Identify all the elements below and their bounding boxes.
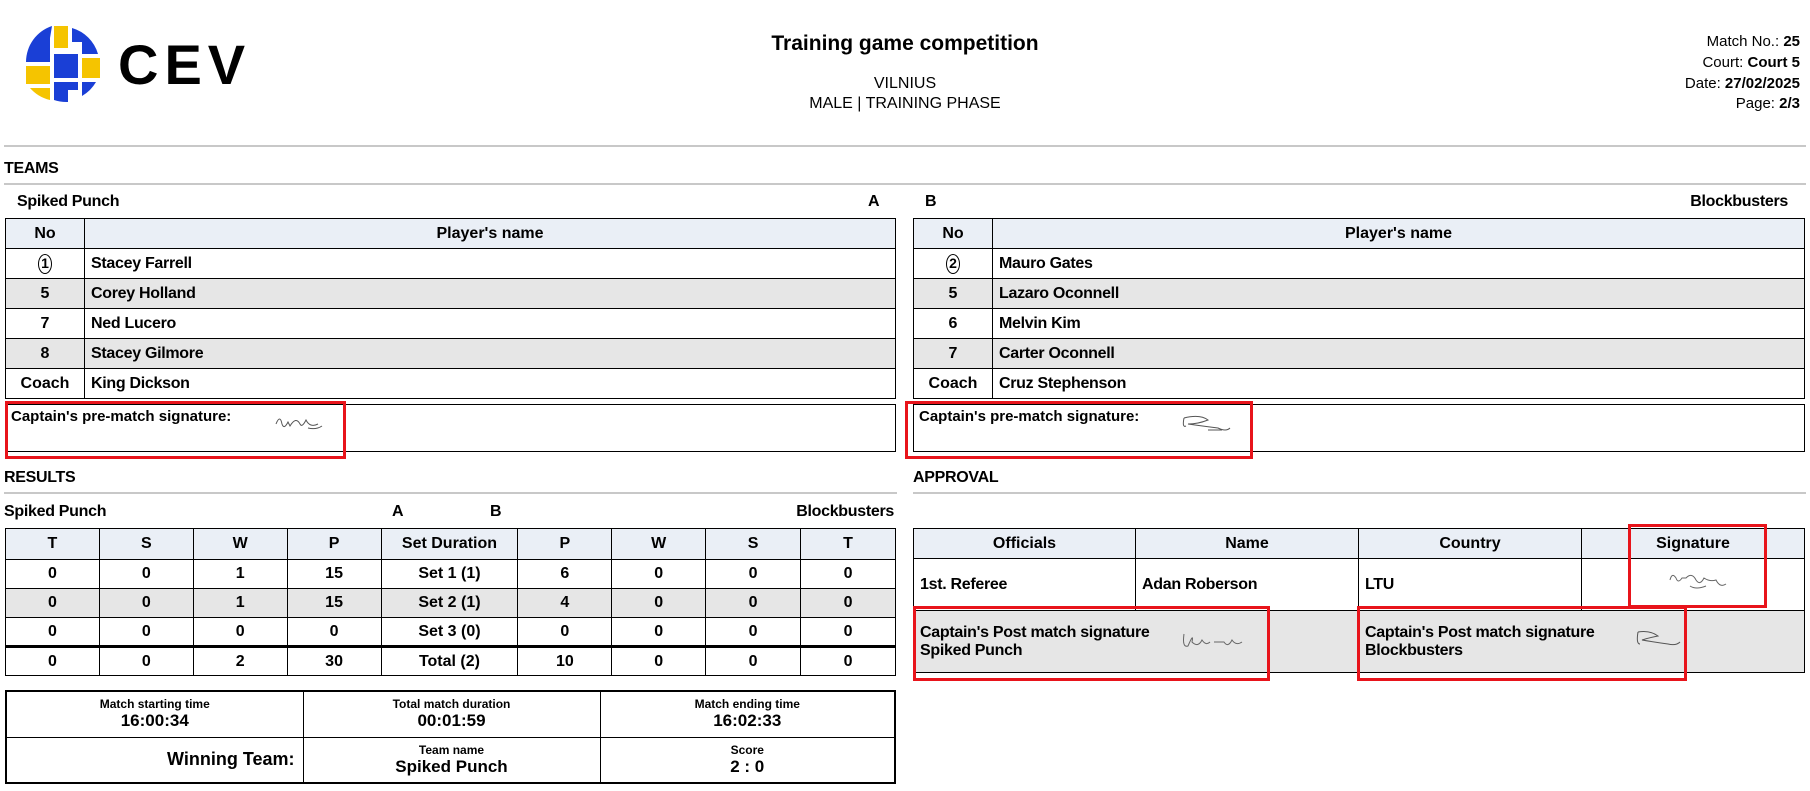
col-country: Country (1359, 529, 1582, 559)
end-value: 16:02:33 (713, 711, 782, 731)
player-number (914, 249, 993, 279)
teams-section-title: TEAMS (4, 160, 59, 177)
cell: 1 (193, 589, 287, 618)
city: VILNIUS (873, 75, 937, 92)
team-b-name: Blockbusters (1690, 193, 1788, 210)
captain-marker: 1 (38, 254, 52, 274)
final-score (600, 737, 895, 783)
divider (4, 183, 1806, 185)
cell: 4 (518, 589, 612, 618)
coach-row (914, 369, 1805, 399)
document-title: Training game competition (771, 32, 1039, 55)
table-row (914, 249, 1805, 279)
player-name: Stacey Farrell (85, 249, 896, 279)
phase: MALE | TRAINING PHASE (809, 95, 1001, 112)
cell: 0 (612, 618, 706, 647)
col-no: No (6, 219, 85, 249)
coach-row (6, 369, 896, 399)
highlight-box (913, 606, 1270, 681)
divider (4, 492, 897, 494)
player-name: Stacey Gilmore (85, 339, 896, 369)
player-number: 5 (914, 279, 993, 309)
col-officials: Officials (914, 529, 1136, 559)
cell: 0 (287, 618, 381, 647)
team-a-roster (5, 218, 896, 399)
player-name: Ned Lucero (85, 309, 896, 339)
results-side-a: A (392, 503, 404, 520)
cell: 0 (706, 647, 801, 676)
total-row (6, 647, 896, 676)
post-signature-team: Blockbusters (1365, 641, 1463, 659)
captain-marker: 2 (946, 254, 960, 274)
results-team-b: Blockbusters (796, 503, 894, 520)
table-row (914, 279, 1805, 309)
highlight-box (905, 401, 1253, 459)
table-row (6, 618, 896, 647)
cell: 0 (801, 618, 896, 647)
page-number: Page: 2/3 (1735, 95, 1800, 112)
results-section-title: RESULTS (4, 469, 76, 486)
cell: 0 (6, 560, 100, 589)
table-row (6, 560, 896, 589)
table-row (6, 249, 896, 279)
col-no: No (914, 219, 993, 249)
start-value: 16:00:34 (120, 711, 189, 731)
match-summary (5, 690, 896, 784)
cell: 0 (612, 647, 706, 676)
col-p: P (518, 529, 612, 560)
official-country: LTU (1359, 559, 1582, 611)
player-number: 8 (6, 339, 85, 369)
cell: 6 (518, 560, 612, 589)
approval-section-title: APPROVAL (913, 469, 999, 486)
score-value: 2 : 0 (730, 756, 765, 776)
winning-team (303, 737, 600, 783)
divider (4, 145, 1806, 147)
col-name: Name (1136, 529, 1359, 559)
post-signature-label: Captain's Post match signature (920, 623, 1150, 641)
cell: Set 1 (1) (381, 560, 518, 589)
cell: 0 (612, 560, 706, 589)
match-end (600, 691, 895, 737)
results-team-a: Spiked Punch (4, 503, 107, 520)
team-b-side: B (925, 193, 937, 210)
cell: 0 (6, 589, 100, 618)
signature-label: Captain's pre-match signature: (11, 408, 232, 425)
cell: 0 (612, 589, 706, 618)
cell: 0 (99, 618, 193, 647)
duration-value: 00:01:59 (417, 711, 486, 731)
cell: 15 (287, 589, 381, 618)
col-s: S (706, 529, 801, 560)
court: Court: Court 5 (1702, 54, 1800, 71)
col-t: T (6, 529, 100, 560)
cell: 0 (706, 560, 801, 589)
cell: 0 (801, 647, 896, 676)
team-b-roster (913, 218, 1805, 399)
player-number: 7 (914, 339, 993, 369)
col-s: S (99, 529, 193, 560)
official-name: Adan Roberson (1136, 559, 1359, 611)
player-name: Carter Oconnell (993, 339, 1805, 369)
cell: 0 (518, 618, 612, 647)
coach-label: Coach (6, 369, 85, 399)
table-row (6, 309, 896, 339)
col-player-name: Player's name (85, 219, 896, 249)
divider (913, 492, 1806, 494)
cell: 0 (99, 560, 193, 589)
match-start (6, 691, 303, 737)
post-signature-team: Spiked Punch (920, 641, 1023, 659)
player-number: 7 (6, 309, 85, 339)
logo-wordmark: CEV (118, 33, 252, 96)
coach-label: Coach (914, 369, 993, 399)
cell: 0 (6, 618, 100, 647)
signature-label: Captain's pre-match signature: (919, 408, 1140, 425)
col-w: W (612, 529, 706, 560)
cell: Set 3 (0) (381, 618, 518, 647)
start-label: Match starting time (99, 697, 210, 712)
match-duration (303, 691, 600, 737)
cell: 10 (518, 647, 612, 676)
cell: 2 (193, 647, 287, 676)
col-w: W (193, 529, 287, 560)
player-name: Melvin Kim (993, 309, 1805, 339)
winning-team-name: Spiked Punch (395, 756, 508, 776)
coach-name: Cruz Stephenson (993, 369, 1805, 399)
results-table (5, 528, 896, 676)
cell: 1 (193, 560, 287, 589)
table-row (6, 339, 896, 369)
cell: 0 (6, 647, 100, 676)
player-name: Mauro Gates (993, 249, 1805, 279)
col-set-duration: Set Duration (381, 529, 518, 560)
cell: Set 2 (1) (381, 589, 518, 618)
player-number: 6 (914, 309, 993, 339)
end-label: Match ending time (694, 697, 800, 712)
winning-team-label: Winning Team: (6, 737, 303, 783)
results-side-b: B (490, 503, 502, 520)
cell: 0 (801, 560, 896, 589)
official-role: 1st. Referee (914, 559, 1136, 611)
cell: Total (2) (381, 647, 518, 676)
cell: 0 (193, 618, 287, 647)
col-signature: Signature (1582, 529, 1805, 559)
coach-name: King Dickson (85, 369, 896, 399)
cell: 0 (99, 647, 193, 676)
cell: 0 (706, 589, 801, 618)
score-label: Score (730, 742, 764, 757)
date: Date: 27/02/2025 (1684, 75, 1800, 92)
player-number: 5 (6, 279, 85, 309)
team-a-side: A (868, 193, 880, 210)
player-name: Lazaro Oconnell (993, 279, 1805, 309)
post-signature-label: Captain's Post match signature (1365, 623, 1595, 641)
duration-label: Total match duration (392, 697, 511, 712)
player-number (6, 249, 85, 279)
team-name-label: Team name (418, 742, 485, 757)
highlight-box (5, 401, 346, 459)
table-row (6, 279, 896, 309)
col-player-name: Player's name (993, 219, 1805, 249)
table-row (914, 309, 1805, 339)
col-t: T (801, 529, 896, 560)
cell: 0 (706, 618, 801, 647)
team-a-name: Spiked Punch (17, 193, 120, 210)
highlight-box (1357, 606, 1687, 681)
player-name: Corey Holland (85, 279, 896, 309)
cell: 0 (99, 589, 193, 618)
match-number: Match No.: 25 (1706, 33, 1800, 50)
table-row (914, 339, 1805, 369)
cell: 15 (287, 560, 381, 589)
table-row (6, 589, 896, 618)
highlight-box (1628, 524, 1767, 608)
cell: 0 (801, 589, 896, 618)
col-p: P (287, 529, 381, 560)
cell: 30 (287, 647, 381, 676)
